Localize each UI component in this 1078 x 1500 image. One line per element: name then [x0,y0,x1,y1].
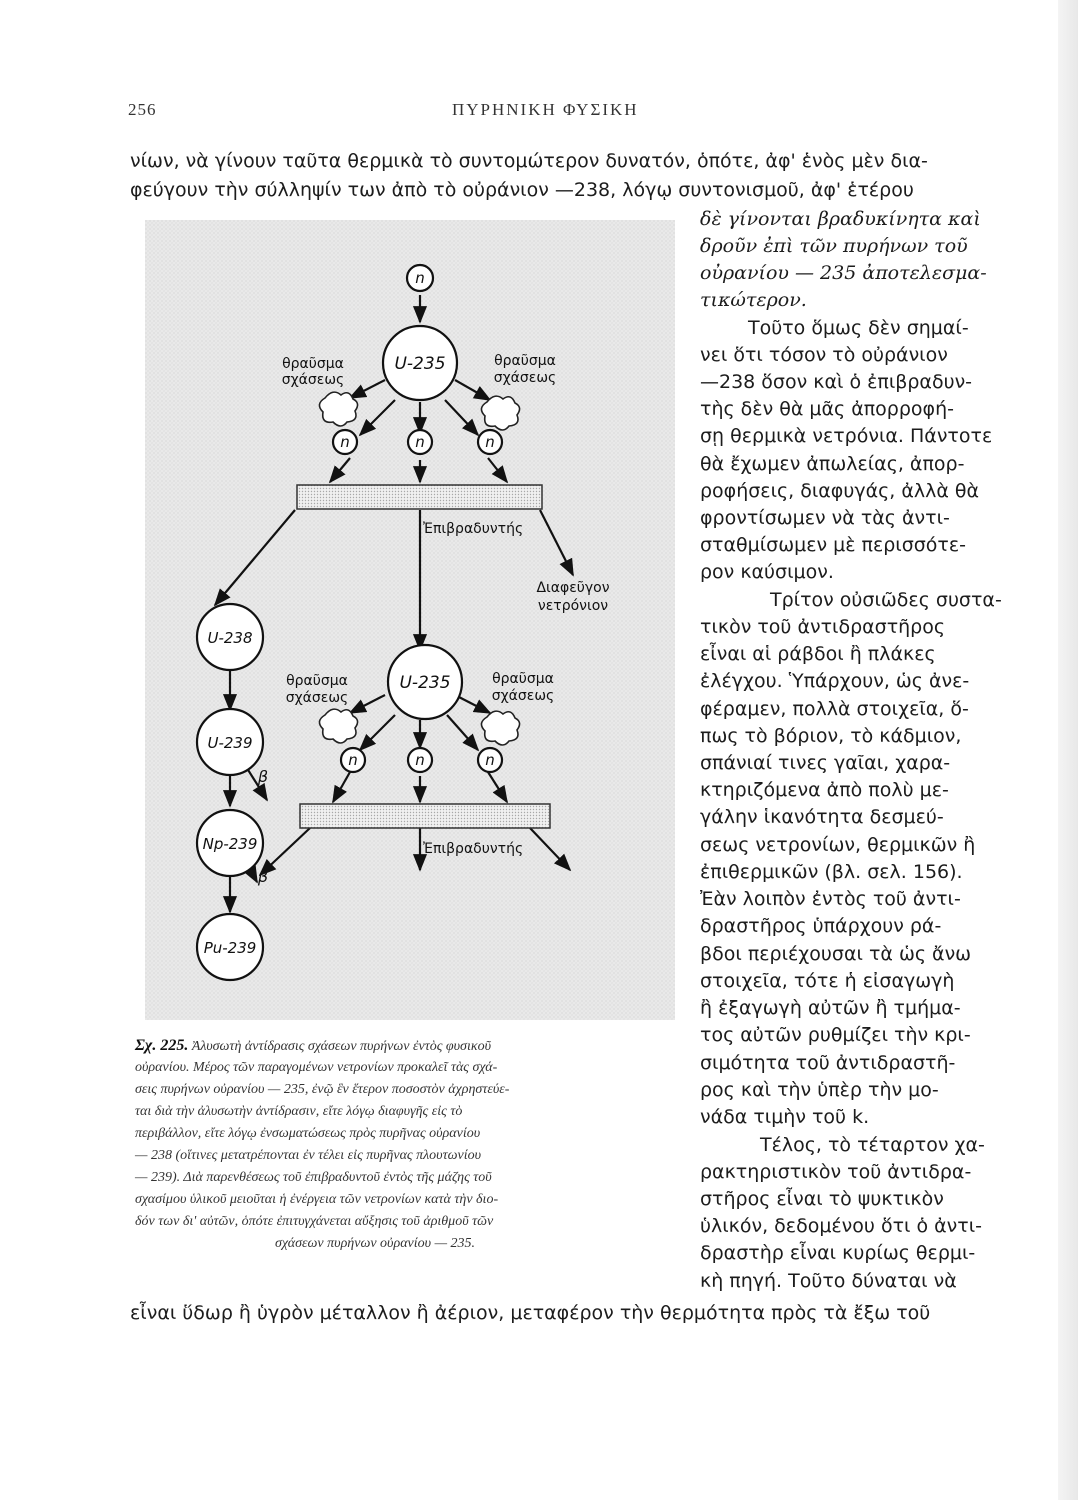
body-line: ροφήσεις, διαφυγάς, ἀλλὰ θὰ [700,480,980,502]
neutron-label: n [415,269,425,287]
body-line: θὰ ἔχωμεν ἀπωλείας, ἀπορ- [700,453,965,475]
fragment-blob [481,396,519,430]
body-line: σταθμίσωμεν μὲ περισσότε- [700,534,966,556]
fragment-label: θραῦσμα [494,353,556,369]
body-line: γάλην ἱκανότητα δεσμεύ- [700,806,944,828]
moderator-bar [297,485,542,509]
body-line: σεως νετρονίων, θερμικῶν ἢ [700,834,976,856]
body-line: ρακτηριστικὸν τοῦ ἀντιδρα- [700,1161,972,1183]
body-line: πως τὸ βόριον, τὸ κάδμιον, [700,725,962,747]
moderator-label: Ἐπιβραδυντής [423,521,524,537]
escape-label: Διαφεῦγον [536,580,610,596]
body-line: εἶναι ὕδωρ ἢ ὑγρὸν μέταλλον ἢ ἀέριον, μεταφέρον τὴν θερμότητα πρὸς τὰ ἔξω τοῦ [130,1302,931,1324]
body-line: ὑλικόν, δεδομένου ὅτι ὁ ἀντι- [700,1215,983,1237]
u239-label: U-239 [207,734,253,752]
fragment-blob [319,392,357,426]
body-line: ἐπιθερμικῶν (βλ. σελ. 156). [700,861,963,883]
neutron-label: n [485,751,495,769]
body-line: στῆρος εἶναι τὸ ψυκτικὸν [700,1188,944,1210]
body-line: οὐρανίου — 235 ἀποτελεσμα- [700,262,987,284]
fragment-label: σχάσεως [281,372,345,388]
body-line: βδοι περιέχουσαι τὰ ὡς ἄνω [700,943,972,965]
body-line: δροῦν ἐπὶ τῶν πυρήνων τοῦ [700,235,968,257]
body-line: φέραμεν, πολλὰ στοιχεῖα, ὅ- [700,698,969,720]
body-line: φροντίσωμεν νὰ τὰς ἀντι- [700,507,950,529]
escape-label: νετρόνιον [537,598,609,614]
body-line: Τέλος, τὸ τέταρτον χα- [760,1134,985,1156]
body-line: Τρίτον οὐσιῶδες συστα- [770,589,1002,611]
moderator-label: Ἐπιβραδυντής [423,841,524,857]
figure-caption-line: σχασίμου ὑλικοῦ μειοῦται ἡ ἐνέργεια τῶν νετρονίων κατὰ τὴν διο- [135,1192,499,1207]
caption-text: Ἀλυσωτὴ ἀντίδρασις σχάσεων πυρήνων ἐντὸς φυσικοῦ [191,1039,491,1054]
running-title: ΠΥΡΗΝΙΚΗ ΦΥΣΙΚΗ [452,100,639,119]
body-line: Ἐὰν λοιπὸν ἐντὸς τοῦ ἀντι- [700,888,961,910]
fragment-label: σχάσεως [491,688,555,704]
figure-caption-line: σεις πυρήνων οὐρανίου — 235, ἐνῷ ἓν ἕτερον ποσοστὸν ἀχρηστεύε- [135,1082,510,1097]
fragment-label: θραῦσμα [282,356,344,372]
pu239-label: Pu-239 [203,939,257,957]
figure-caption-line: περιβάλλον, εἴτε λόγῳ ἐνσωματώσεως πρὸς πυρῆνας οὐρανίου [135,1126,481,1141]
figure-caption-line: — 239). Διὰ παρενθέσεως τοῦ ἐπιβραδυντοῦ ἐντὸς τῆς μάζης τοῦ [135,1170,492,1185]
figure-caption-line: δόν των δι' αὐτῶν, ὁπότε ἐπιτυγχάνεται αὔξησις τοῦ ἀριθμοῦ τῶν [135,1214,494,1229]
body-line: σπάνιαί τινες γαῖαι, χαρα- [700,752,951,774]
neutron-label: n [415,433,425,451]
u238-label: U-238 [207,629,253,647]
body-line: Τοῦτο ὅμως δὲν σημαί- [748,317,969,339]
body-line: τικώτερον. [700,289,807,311]
neutron-label: n [340,433,350,451]
neutron-label: n [348,751,358,769]
body-line: εἶναι αἱ ράβδοι ἢ πλάκες [700,643,936,665]
neutron-label: n [485,433,495,451]
fragment-blob [481,711,519,745]
figure-caption-line: σχάσεων πυρήνων οὐρανίου — 235. [275,1236,476,1251]
body-line: τικὸν τοῦ ἀντιδραστῆρος [700,616,946,638]
u235-label: U-235 [399,673,451,693]
fragment-label: θραῦσμα [286,673,348,689]
figure-caption-line: — 238 (οἵτινες μετατρέπονται ἐν τέλει εἰς πυρῆνας πλουτωνίου [135,1148,482,1163]
beta-label: β [257,767,269,786]
neutron-label: n [415,751,425,769]
body-line: σιμότητα τοῦ ἀντιδραστῆ- [700,1052,956,1074]
body-line: κτηριζόμενα ἀπὸ πολὺ με- [700,779,949,801]
body-line: δραστῆρος ὑπάρχουν ρά- [700,915,942,937]
body-line: ρος καὶ τὴν ὑπὲρ τὴν μο- [700,1079,939,1101]
fragment-label: θραῦσμα [492,671,554,687]
fragment-blob [319,709,357,743]
body-line: σῃ θερμικὰ νετρόνια. Πάντοτε [700,425,993,447]
np239-label: Np-239 [202,835,258,853]
body-line: ρον καύσιμον. [700,561,834,583]
body-line: ἐλέγχου. Ὑπάρχουν, ὡς ἀνε- [700,670,970,692]
fragment-label: σχάσεως [493,370,557,386]
page-number: 256 [128,100,157,119]
body-line: νάδα τιμὴν τοῦ k. [700,1106,870,1128]
page-edge [1058,0,1078,1500]
u235-label: U-235 [394,354,446,374]
body-line: τος αὐτῶν ρυθμίζει τὴν κρι- [700,1024,971,1046]
body-line: φεύγουν τὴν σύλληψίν των ἀπὸ τὸ οὐράνιον —238, λόγῳ συντονισμοῦ, ἀφ' ἑτέρου [130,179,914,201]
chain-reaction-figure [145,220,685,1020]
body-line: δραστὴρ εἶναι κυρίως θερμι- [700,1242,976,1264]
figure-caption-line: ται διὰ τὴν ἀλυσωτὴν ἀντίδρασιν, εἴτε λόγῳ διαφυγῆς εἰς τὸ [135,1104,463,1119]
body-line: νει ὅτι τόσον τὸ οὐράνιον [700,344,948,366]
body-line: —238 ὅσον καὶ ὁ ἐπιβραδυν- [700,371,973,393]
moderator-bar [300,804,550,828]
figure-caption-line [135,1035,680,1058]
body-line: στοιχεῖα, τότε ἡ εἰσαγωγὴ [700,970,955,992]
body-line: κὴ πηγή. Τοῦτο δύναται νὰ [700,1270,957,1292]
figure-caption-line: οὐρανίου. Μέρος τῶν παραγομένων νετρονίων προκαλεῖ τὰς σχά- [135,1060,498,1075]
body-line: ἢ ἐξαγωγὴ αὐτῶν ἢ τμήμα- [700,997,961,1019]
beta-label: β [257,867,269,886]
body-line: δὲ γίνονται βραδυκίνητα καὶ [700,208,981,230]
body-line: τὴς δὲν θὰ μᾶς ἀπορροφή- [700,398,954,420]
fragment-label: σχάσεως [285,690,349,706]
figure-label: Σχ. 225. [135,1037,189,1054]
body-line: νίων, νὰ γίνουν ταῦτα θερμικὰ τὸ συντομώτερον δυνατόν, ὁπότε, ἀφ' ἑνὸς μὲν δια- [130,150,928,172]
